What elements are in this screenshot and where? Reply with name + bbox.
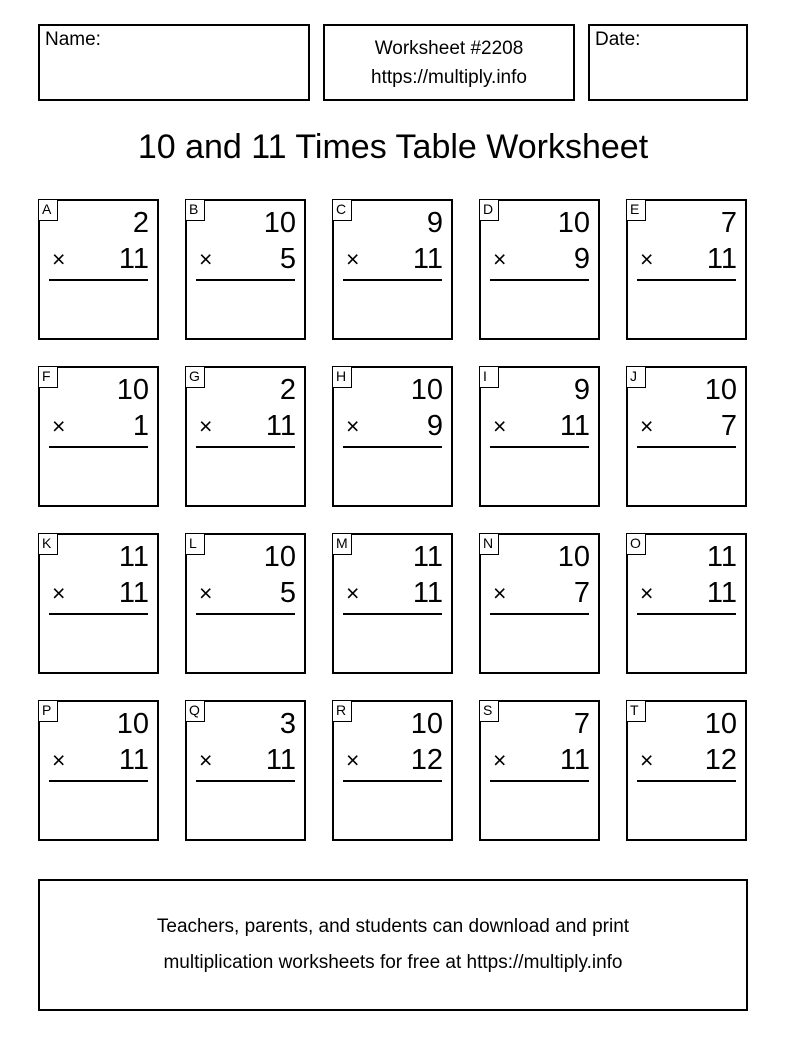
problem-card[interactable]	[38, 533, 159, 674]
times-sign: ×	[640, 246, 654, 272]
answer-line	[637, 279, 736, 281]
problem-letter: M	[332, 533, 352, 555]
multiplicand: 2	[279, 374, 296, 406]
footer-line-2: multiplication worksheets for free at https://multiply.info	[163, 952, 623, 973]
multiplier: 5	[279, 243, 296, 275]
problem-card[interactable]	[185, 533, 306, 674]
answer-line	[343, 279, 442, 281]
answer-line	[490, 279, 589, 281]
times-sign: ×	[199, 413, 213, 439]
problem-letter: F	[38, 366, 58, 388]
problem-card[interactable]	[38, 199, 159, 340]
problem-card[interactable]	[626, 366, 747, 507]
multiplier: 11	[412, 577, 443, 609]
problem-card[interactable]	[185, 700, 306, 841]
multiplicand: 2	[132, 207, 149, 239]
problem-letter: H	[332, 366, 352, 388]
answer-line	[637, 780, 736, 782]
times-sign: ×	[52, 413, 66, 439]
multiplicand: 7	[573, 708, 590, 740]
times-sign: ×	[199, 580, 213, 606]
problem-card[interactable]	[479, 533, 600, 674]
multiplier: 12	[410, 744, 443, 776]
page-title: 10 and 11 Times Table Worksheet	[137, 128, 649, 166]
times-sign: ×	[346, 413, 360, 439]
footer-box	[38, 879, 748, 1011]
problem-card[interactable]	[479, 700, 600, 841]
multiplier: 11	[118, 243, 149, 275]
answer-line	[196, 780, 295, 782]
problem-card[interactable]	[479, 366, 600, 507]
problem-card[interactable]	[332, 700, 453, 841]
problem-card[interactable]	[38, 700, 159, 841]
times-sign: ×	[346, 747, 360, 773]
problem-card[interactable]	[626, 533, 747, 674]
worksheet-url: https://multiply.info	[371, 66, 527, 88]
multiplicand: 10	[263, 541, 296, 573]
answer-line	[490, 446, 589, 448]
multiplicand: 10	[557, 541, 590, 573]
times-sign: ×	[640, 413, 654, 439]
answer-line	[49, 613, 148, 615]
multiplier: 1	[132, 410, 149, 442]
name-label: Name:	[45, 29, 101, 50]
times-sign: ×	[493, 747, 507, 773]
problem-letter: C	[332, 199, 352, 221]
answer-line	[637, 613, 736, 615]
multiplicand: 11	[412, 541, 443, 573]
multiplier: 5	[279, 577, 296, 609]
problem-letter: G	[185, 366, 205, 388]
multiplier: 11	[706, 243, 737, 275]
answer-line	[490, 780, 589, 782]
multiplicand: 10	[116, 374, 149, 406]
problem-letter: O	[626, 533, 646, 555]
times-sign: ×	[199, 246, 213, 272]
problem-letter: I	[479, 366, 499, 388]
multiplier: 11	[118, 744, 149, 776]
answer-line	[196, 446, 295, 448]
multiplier: 12	[704, 744, 737, 776]
answer-line	[196, 279, 295, 281]
multiplier: 11	[559, 410, 590, 442]
problem-card[interactable]	[332, 533, 453, 674]
multiplier: 9	[573, 243, 590, 275]
multiplier: 11	[265, 744, 296, 776]
multiplicand: 11	[118, 541, 149, 573]
problem-letter: E	[626, 199, 646, 221]
problem-card[interactable]	[38, 366, 159, 507]
times-sign: ×	[52, 747, 66, 773]
times-sign: ×	[640, 747, 654, 773]
multiplier: 11	[412, 243, 443, 275]
answer-line	[49, 780, 148, 782]
multiplier: 11	[706, 577, 737, 609]
problem-card[interactable]	[479, 199, 600, 340]
date-label: Date:	[595, 29, 641, 50]
multiplicand: 10	[704, 374, 737, 406]
multiplicand: 10	[410, 374, 443, 406]
multiplicand: 10	[263, 207, 296, 239]
times-sign: ×	[346, 246, 360, 272]
problem-letter: Q	[185, 700, 205, 722]
multiplier: 7	[720, 410, 737, 442]
multiplier: 11	[265, 410, 296, 442]
problem-letter: P	[38, 700, 58, 722]
problem-card[interactable]	[185, 199, 306, 340]
problem-letter: N	[479, 533, 499, 555]
multiplicand: 10	[116, 708, 149, 740]
answer-line	[490, 613, 589, 615]
multiplicand: 9	[573, 374, 590, 406]
multiplier: 9	[426, 410, 443, 442]
times-sign: ×	[52, 246, 66, 272]
multiplicand: 9	[426, 207, 443, 239]
times-sign: ×	[199, 747, 213, 773]
footer-line-1: Teachers, parents, and students can download and print	[156, 916, 630, 937]
problem-letter: S	[479, 700, 499, 722]
worksheet-number: Worksheet #2208	[374, 37, 524, 59]
problem-letter: J	[626, 366, 646, 388]
problem-letter: L	[185, 533, 205, 555]
problem-letter: B	[185, 199, 205, 221]
answer-line	[343, 613, 442, 615]
times-sign: ×	[493, 246, 507, 272]
answer-line	[343, 446, 442, 448]
times-sign: ×	[346, 580, 360, 606]
problem-letter: K	[38, 533, 58, 555]
answer-line	[49, 279, 148, 281]
problem-card[interactable]	[332, 199, 453, 340]
multiplicand: 3	[279, 708, 296, 740]
multiplier: 11	[118, 577, 149, 609]
multiplier: 11	[559, 744, 590, 776]
problem-card[interactable]	[626, 199, 747, 340]
problem-card[interactable]	[332, 366, 453, 507]
multiplicand: 10	[557, 207, 590, 239]
multiplicand: 11	[706, 541, 737, 573]
answer-line	[343, 780, 442, 782]
answer-line	[196, 613, 295, 615]
problem-card[interactable]	[185, 366, 306, 507]
times-sign: ×	[640, 580, 654, 606]
problem-letter: R	[332, 700, 352, 722]
multiplicand: 7	[720, 207, 737, 239]
multiplier: 7	[573, 577, 590, 609]
answer-line	[637, 446, 736, 448]
times-sign: ×	[52, 580, 66, 606]
answer-line	[49, 446, 148, 448]
times-sign: ×	[493, 413, 507, 439]
problem-letter: A	[38, 199, 58, 221]
multiplicand: 10	[704, 708, 737, 740]
problem-letter: D	[479, 199, 499, 221]
multiplicand: 10	[410, 708, 443, 740]
problem-letter: T	[626, 700, 646, 722]
problem-card[interactable]	[626, 700, 747, 841]
times-sign: ×	[493, 580, 507, 606]
